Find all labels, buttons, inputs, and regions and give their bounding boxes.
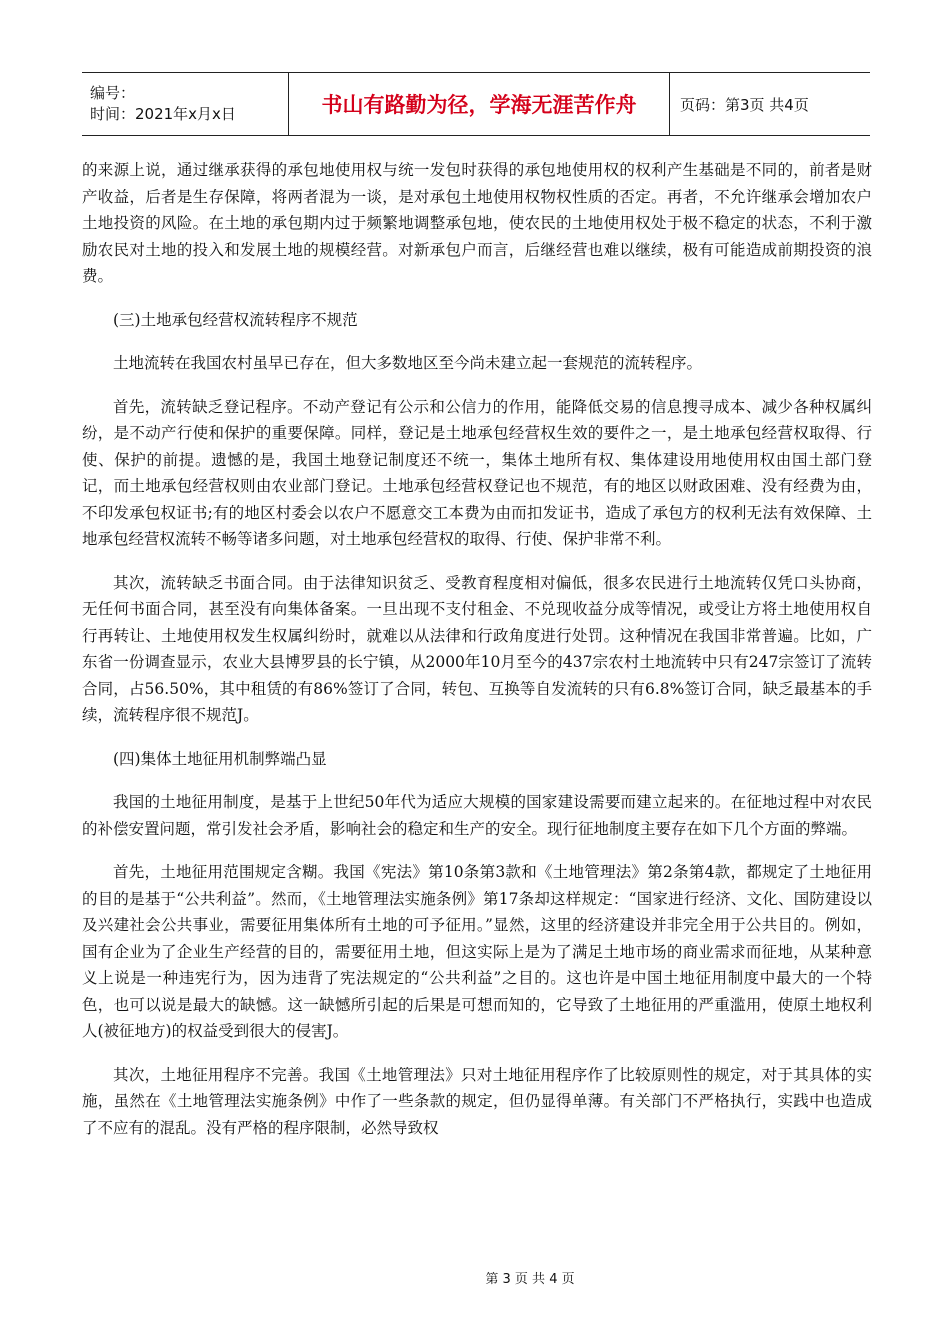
paragraph: 首先，土地征用范围规定含糊。我国《宪法》第10条第3款和《土地管理法》第2条第4款，都规定了土地征用的目的是基于“公共利益”。然而，《土地管理法实施条例》第17条却这样规定：“国家进行经济、文化、国防建设以及兴建社会公共事业，需要征用集体所有土地的可予征用。”显然，这里的经济建设并非完全用于公共目的。例如，国有企业为了企业生产经营的目的，需要征用土地，但这实际上是为了满足土地市场的商业需求而征地，从某种意义上说是一种违宪行为，因为违背了宪法规定的“公共利益”之目的。这也许是中国土地征用制度中最大的一个特色，也可以说是最大的缺憾。这一缺憾所引起的后果是可想而知的，它导致了土地征用的严重滥用，使原土地权利人(被征地方)的权益受到很大的侵害J。 (82, 863, 872, 1040)
document-body (82, 157, 872, 1158)
paragraph: 首先，流转缺乏登记程序。不动产登记有公示和公信力的作用，能降低交易的信息搜寻成本、减少各种权属纠纷，是不动产行使和保护的重要保障。同样，登记是土地承包经营权生效的要件之一，是土地承包经营权取得、行使、保护的前提。遗憾的是，我国土地登记制度还不统一，集体土地所有权、集体建设用地使用权由国土部门登记，而土地承包经营权则由农业部门登记。土地承包经营权登记也不规范，有的地区以财政困难、没有经费为由，不印发承包权证书;有的地区村委会以农户不愿意交工本费为由而扣发证书，造成了承包方的权利无法有效保障、土地承包经营权流转不畅等诸多问题，对土地承包经营权的取得、行使、保护非常不利。 (82, 397, 872, 548)
header-motto: 书山有路勤为径，学海无涯苦作舟 (289, 73, 670, 136)
header-meta (82, 73, 289, 136)
paragraph: 我国的土地征用制度，是基于上世纪50年代为适应大规模的国家建设需要而建立起来的。在征地过程中对农民的补偿安置问题，常引发社会矛盾，影响社会的稳定和生产的安全。现行征地制度主要存在如下几个方面的弊端。 (82, 793, 872, 838)
section-heading: (三)土地承包经营权流转程序不规范 (113, 310, 358, 329)
document-time-label: 时间：2021年x月x日 (90, 105, 236, 123)
paragraph: 其次，土地征用程序不完善。我国《土地管理法》只对土地征用程序作了比较原则性的规定，对于其具体的实施，虽然在《土地管理法实施条例》中作了一些条款的规定，但仍显得单薄。有关部门不严格执行，实践中也造成了不应有的混乱。没有严格的程序限制，必然导致权 (82, 1065, 872, 1137)
page-footer: 第 3 页 共 4 页 (485, 1272, 575, 1287)
paragraph: 的来源上说，通过继承获得的承包地使用权与统一发包时获得的承包地使用权的权利产生基础是不同的，前者是财产收益，后者是生存保障，将两者混为一谈，是对承包土地使用权物权性质的否定。再者，不允许继承会增加农户土地投资的风险。在土地的承包期内过于频繁地调整承包地，使农民的土地使用权处于极不稳定的状态，不利于激励农民对土地的投入和发展土地的规模经营。对新承包户而言，后继经营也难以继续，极有可能造成前期投资的浪费。 (82, 161, 872, 285)
paragraph: 其次，流转缺乏书面合同。由于法律知识贫乏、受教育程度相对偏低，很多农民进行土地流转仅凭口头协商，无任何书面合同，甚至没有向集体备案。一旦出现不支付租金、不兑现收益分成等情况，或受让方将土地使用权自行再转让、土地使用权发生权属纠纷时，就难以从法律和行政角度进行处罚。这种情况在我国非常普遍。比如，广东省一份调查显示，农业大县博罗县的长宁镇，从2000年10月至今的437宗农村土地流转中只有247宗签订了流转合同，占56.50%，其中租赁的有86%签订了合同，转包、互换等自发流转的只有6.8%签订合同，缺乏最基本的手续，流转程序很不规范J。 (82, 573, 872, 724)
page-header (82, 72, 870, 136)
document-number-label: 编号： (90, 84, 136, 102)
paragraph: 土地流转在我国农村虽早已存在，但大多数地区至今尚未建立起一套规范的流转程序。 (113, 354, 703, 372)
section-heading: (四)集体土地征用机制弊端凸显 (113, 749, 327, 768)
header-page-info: 页码：第3页 共4页 (670, 73, 871, 136)
